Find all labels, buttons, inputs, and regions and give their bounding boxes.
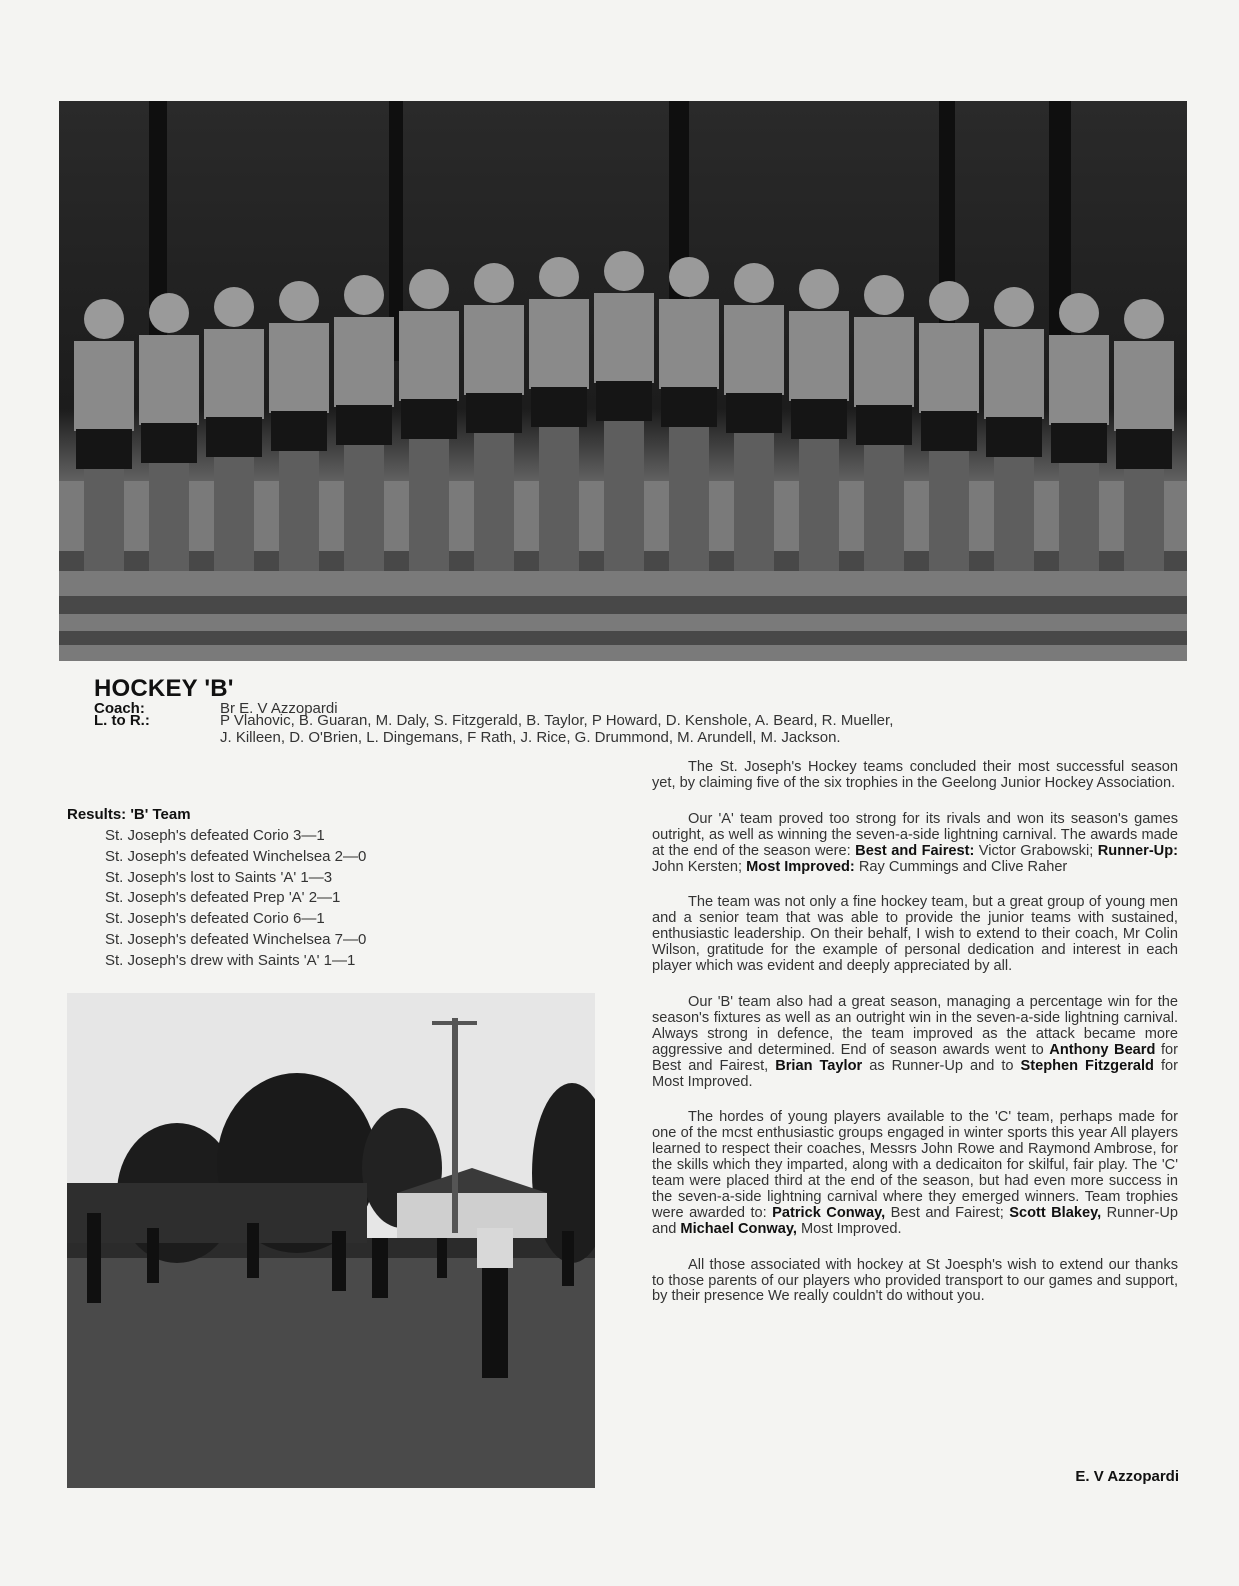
- p4-text: Our 'B' team also had a great season, managing a percentage win for the season's fixtures as well as an outright win in the seven-a-side lightning carnival. Always strong in defence, the team improved as the attack became more aggressive and determined. End of season awards went to: [652, 993, 1178, 1058]
- p1-text: The St. Joseph's Hockey teams concluded their most successful season yet, by claiming five of the six trophies in the Geelong Junior Hockey Association.: [652, 759, 1178, 791]
- team-photo: [59, 101, 1187, 661]
- article: [652, 760, 1178, 1325]
- p2-text: Our 'A' team proved too strong for its rivals and won its season's games outright, as well as winning the seven-a-side lightning carnival. The awards made at the end of the season were:: [652, 810, 1178, 859]
- players-line-1: P Vlahovic, B. Guaran, M. Daly, S. Fitzgerald, B. Taylor, P Howard, D. Kenshole, A. Beard, R. Mueller,: [220, 712, 894, 729]
- article-paragraph: [652, 760, 1178, 792]
- award-name: Brian Taylor: [775, 1057, 863, 1074]
- article-paragraph: [652, 895, 1178, 975]
- result-item: St. Joseph's defeated Corio 6—1: [105, 910, 325, 928]
- award-label: Runner-Up:: [1097, 842, 1178, 859]
- article-paragraph: [652, 812, 1178, 876]
- lr-label: L. to R.:: [94, 712, 150, 729]
- p4-text: for Best and Fairest,: [652, 1041, 1178, 1074]
- p5-text: The hordes of young players available to the 'C' team, perhaps made for one of the mcst enthusiastic groups engaged in winter sports this year All players learned to respect their coaches, Messrs John Rowe and Raymond Ambrose, for the skills which they imparted, along with a dedicaiton for skilful, fair play. The 'C' team were placed third at the end of the season, but had even more success in the seven-a-side lightning carnival where they emerged winners. Team trophies were awarded to:: [652, 1109, 1178, 1221]
- p2-text: John Kersten;: [652, 858, 743, 875]
- p6-text: All those associated with hockey at St Joesph's wish to extend our thanks to those parents of our players who provided transport to our games and support, by their presence We really couldn't do without you.: [652, 1256, 1178, 1305]
- award-name: Michael Conway,: [680, 1220, 797, 1237]
- coach-name: Br E. V Azzopardi: [220, 700, 338, 717]
- result-item: St. Joseph's defeated Corio 3—1: [105, 827, 325, 844]
- result-item: St. Joseph's defeated Prep 'A' 2—1: [105, 889, 341, 907]
- award-name: Scott Blakey,: [1009, 1204, 1102, 1221]
- team-photo-image: [59, 101, 1187, 661]
- award-label: Best and Fairest:: [855, 842, 975, 859]
- p5-text: Runner-Up and: [652, 1204, 1179, 1237]
- p2-text: Victor Grabowski;: [978, 842, 1094, 859]
- result-item: St. Joseph's drew with Saints 'A' 1—1: [105, 951, 356, 969]
- article-paragraph: [652, 995, 1178, 1090]
- award-label: Most Improved:: [746, 858, 855, 875]
- result-item: St. Joseph's defeated Winchelsea 2—0: [105, 847, 367, 865]
- article-paragraph: [652, 1110, 1178, 1237]
- players-line-2: J. Killeen, D. O'Brien, L. Dingemans, F Rath, J. Rice, G. Drummond, M. Arundell, M. Jackson.: [220, 729, 841, 746]
- p4-text: for Most Improved.: [652, 1057, 1178, 1090]
- p3-text: The team was not only a fine hockey team, but a great group of young men and a senior team that was able to provide the junior teams with sustained, enthusiastic leadership. On their behalf, I wish to extend to their coach, Mr Colin Wilson, gratitude for the example of personal dedication and interest in each player which was evident and deeply appreciated by all.: [652, 894, 1178, 975]
- p5-text: Best and Fairest;: [890, 1204, 1004, 1221]
- article-paragraph: [652, 1258, 1178, 1306]
- result-item: St. Joseph's defeated Winchelsea 7—0: [105, 930, 367, 948]
- p2-text: Ray Cummings and Clive Raher: [858, 858, 1068, 875]
- results-list: [105, 826, 366, 972]
- page-title: HOCKEY 'B': [94, 675, 234, 702]
- action-photo: [67, 993, 595, 1488]
- award-name: Stephen Fitzgerald: [1020, 1057, 1154, 1074]
- p4-text: as Runner-Up and to: [869, 1057, 1014, 1074]
- results-heading: Results: 'B' Team: [67, 806, 191, 823]
- action-photo-image: [67, 993, 595, 1488]
- signature: E. V Azzopardi: [1075, 1468, 1179, 1485]
- coach-label: Coach:: [94, 700, 145, 717]
- p5-text: Most Improved.: [801, 1220, 902, 1237]
- award-name: Anthony Beard: [1049, 1041, 1156, 1058]
- result-item: St. Joseph's lost to Saints 'A' 1—3: [105, 868, 333, 886]
- award-name: Patrick Conway,: [772, 1204, 886, 1221]
